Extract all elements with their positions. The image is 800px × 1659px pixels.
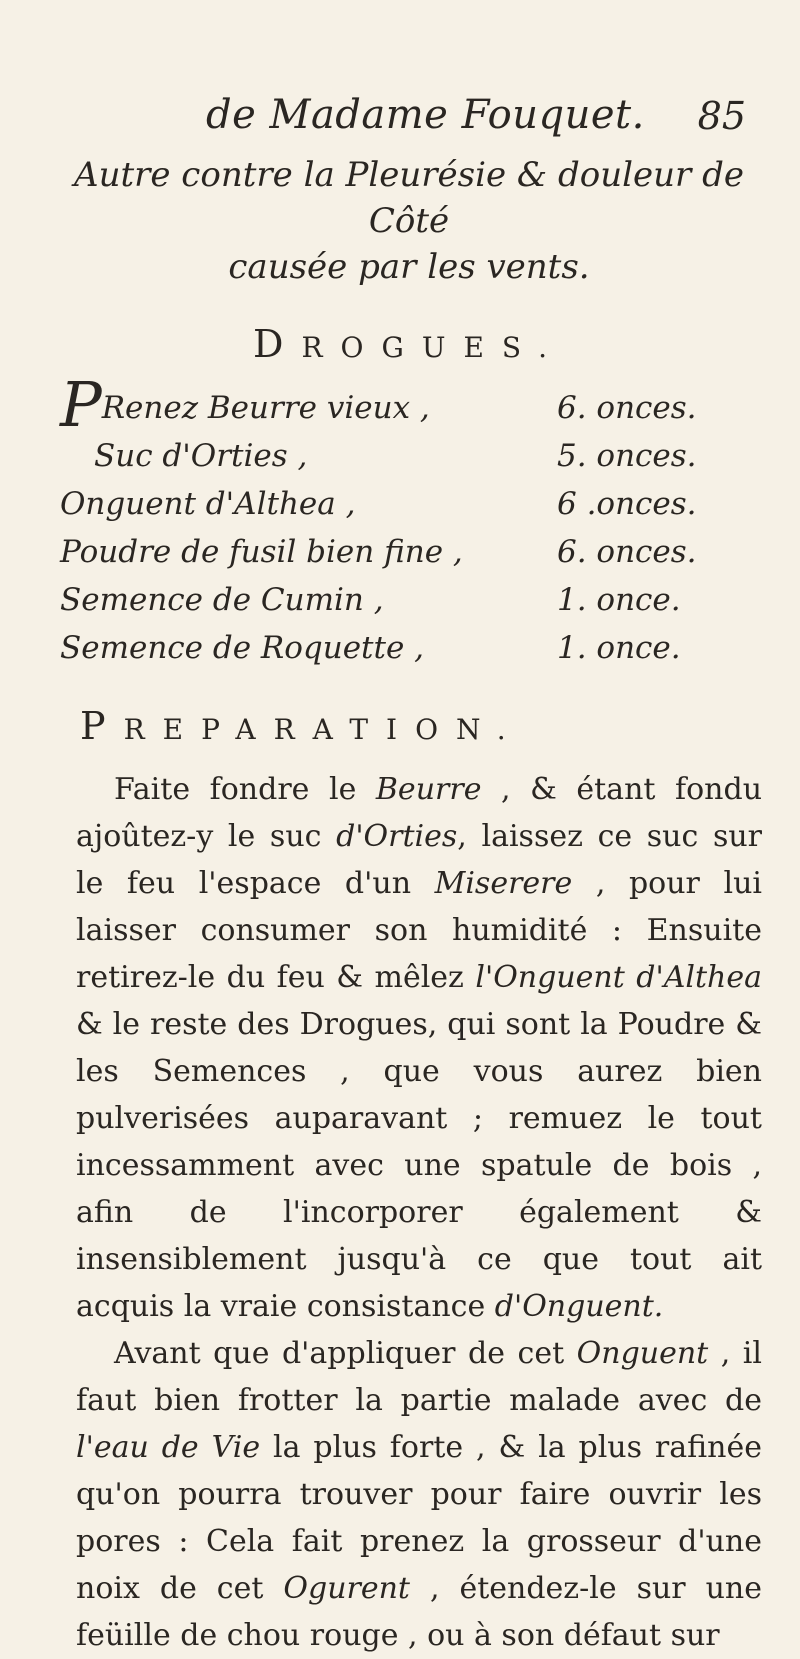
- paragraph: Faite fondre le Beurre , & étant fondu ajoûtez-y le suc d'Orties, laissez ce suc sur le feu l'espace d'un Miserere , pour lui laisser consumer son humidité : Ensuite retirez-le du feu & mêlez l'Onguent d'Althea & le reste des Drogues, qui sont la Poudre & les Semences , que vous aurez bien pulverisées auparavant ; remuez le tout incessamment avec une spatule de bois , afin de l'incorporer également & insensiblement jusqu'à ce que tout ait acquis la vraie consistance d'Onguent.: [76, 772, 763, 1324]
- preparation-heading: [80, 704, 762, 748]
- drogues-heading: [56, 322, 762, 366]
- paragraph: Avant que d'appliquer de cet Onguent , il faut bien frotter la partie malade avec de l'eau de Vie la plus forte , & la plus rafinée qu'on pourra trouver pour faire ouvrir les pores : Cela fait prenez la grosseur d'une noix de cet Ogurent , étendez-le sur une feüille de chou rouge , ou à son défaut sur: [76, 1336, 762, 1653]
- ingredient-name: Semence de Roquette ,: [60, 630, 425, 666]
- preparation-text: [76, 766, 762, 1659]
- drogues-heading-initial: D: [253, 322, 302, 366]
- drogues-heading-rest: ROGUES.: [301, 331, 565, 364]
- ingredient-name: Onguent d'Althea ,: [60, 486, 356, 522]
- ingredient-name: Semence de Cumin ,: [60, 582, 384, 618]
- ingredient-name: Renez Beurre vieux ,: [101, 390, 430, 426]
- recipe-title-line-2: causée par les vents.: [228, 247, 590, 287]
- ingredient-quantity: 6. onces.: [557, 390, 697, 426]
- drop-cap: P: [60, 368, 102, 441]
- ingredient-row: [60, 528, 762, 576]
- ingredient-row: [60, 368, 762, 441]
- ingredient-row: [60, 480, 762, 528]
- ingredient-row: [60, 576, 762, 624]
- recipe-title: [56, 152, 762, 290]
- ingredient-quantity: 1. once.: [557, 630, 681, 666]
- preparation-heading-initial: P: [80, 704, 124, 748]
- ingredient-quantity: 1. once.: [557, 582, 681, 618]
- ingredient-name: Poudre de fusil bien fine ,: [60, 534, 463, 570]
- ingredient-quantity: 6. onces.: [557, 534, 697, 570]
- preparation-heading-rest: REPARATION.: [123, 713, 524, 746]
- page-number: 85: [697, 94, 746, 138]
- ingredient-quantity: 6 .onces.: [557, 486, 697, 522]
- ingredient-row: [60, 432, 762, 480]
- ingredient-row: [60, 624, 762, 672]
- page-header: [56, 92, 762, 150]
- running-title: de Madame Fouquet.: [206, 92, 645, 138]
- recipe-title-line-1: Autre contre la Pleurésie & douleur de Côté: [74, 155, 744, 241]
- ingredient-name: Suc d'Orties ,: [94, 438, 308, 474]
- ingredient-quantity: 5. onces.: [557, 438, 697, 474]
- ingredient-list: [60, 368, 762, 672]
